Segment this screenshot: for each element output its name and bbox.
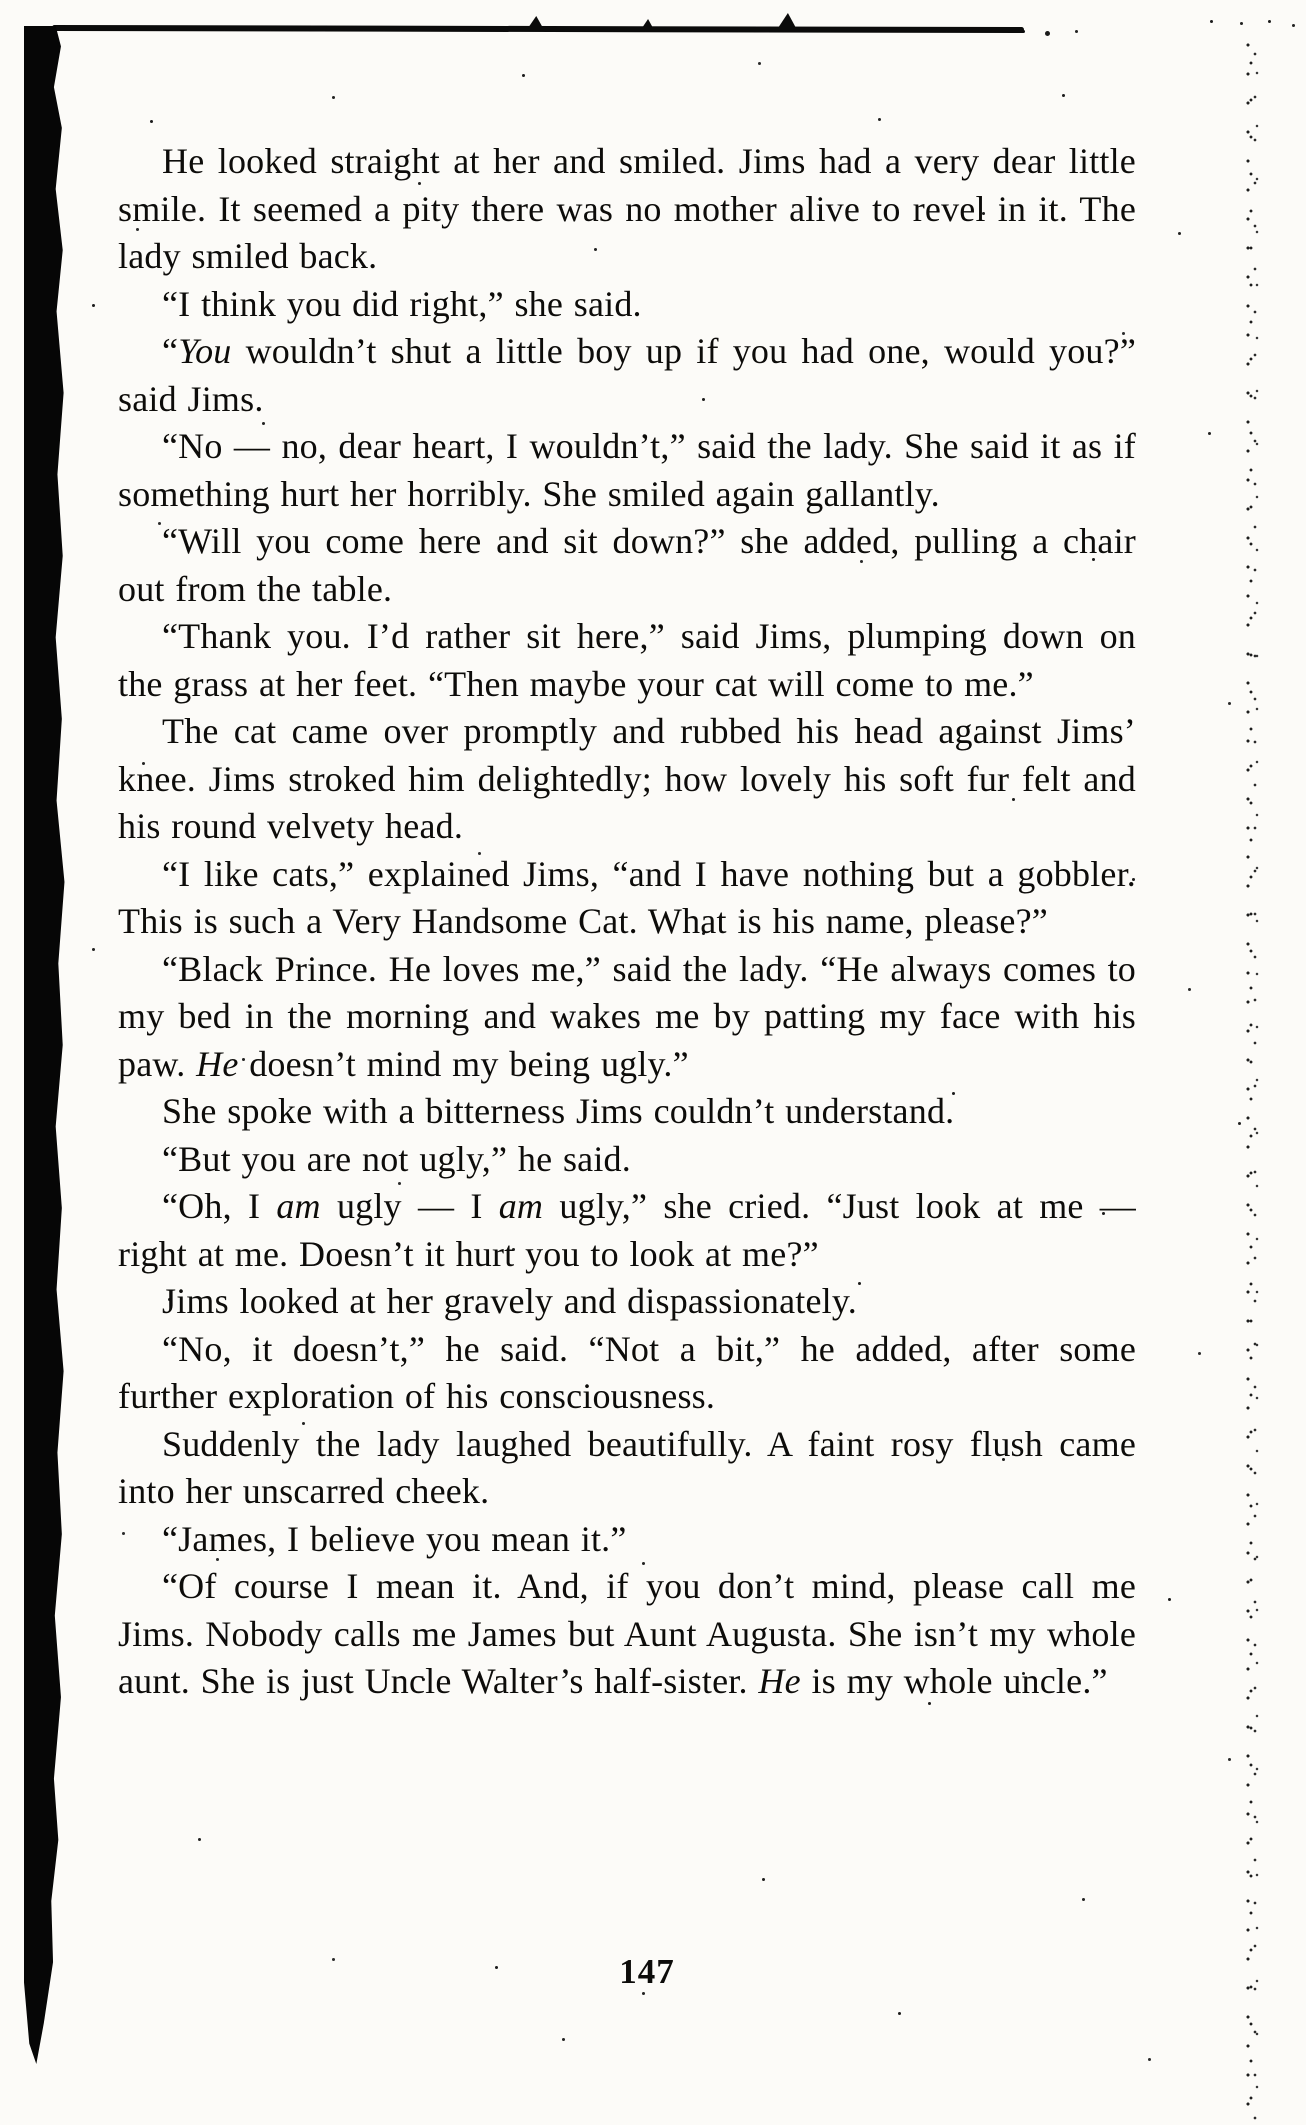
paragraph: She spoke with a bitterness Jims couldn’t understand. [162, 1091, 955, 1131]
paragraph: Jims looked at her gravely and dispassionately. [162, 1281, 857, 1321]
paragraph: “No — no, dear heart, I wouldn’t,” said the lady. She said it as if something hurt her horribly. She smiled again gallantly. [118, 426, 1136, 514]
paragraph: “I like cats,” explained Jims, “and I have nothing but a gobbler. This is such a Very Handsome Cat. What is his name, please?” [118, 853, 1136, 941]
paragraph: “Black Prince. He loves me,” said the lady. “He always comes to my bed in the morning and wakes me by patting my face with his paw. He doesn’t mind my being ugly.” [118, 948, 1136, 1084]
paragraph: “I think you did right,” she said. [162, 283, 642, 324]
paragraph: “Will you come here and sit down?” she added, pulling a chair out from the table. [118, 521, 1136, 609]
paragraph: Suddenly the lady laughed beautifully. A faint rosy flush came into her unscarred cheek. [118, 1423, 1136, 1511]
paragraph: He looked straight at her and smiled. Jims had a very dear little smile. It seemed a pity there was no mother alive to revel in it. The lady smiled back. [118, 141, 1136, 276]
paragraph: “James, I believe you mean it.” [162, 1518, 627, 1559]
page-number: 147 [619, 1952, 675, 1991]
paragraph: “Of course I mean it. And, if you don’t mind, please call me Jims. Nobody calls me James but Aunt Augusta. She isn’t my whole aunt. She is just Uncle Walter’s half-sister. He is my whole uncle.” [118, 1566, 1136, 1701]
scan-binding-shadow [24, 26, 68, 2064]
scan-top-edge-bump [778, 13, 796, 28]
paragraph: “Oh, I am ugly — I am ugly,” she cried. “Just look at me — right at me. Doesn’t it hurt you to look at me?” [118, 1186, 1136, 1274]
scan-top-edge-bump [528, 16, 543, 28]
paragraph: The cat came over promptly and rubbed his head against Jims’ knee. Jims stroked him delightedly; how lovely his soft fur felt and his round velvety head. [118, 711, 1136, 846]
scan-right-edge-specks [1244, 40, 1261, 2120]
text-block [118, 138, 1136, 1706]
paragraph: “Thank you. I’d rather sit here,” said Jims, plumping down on the grass at her feet. “Then maybe your cat will come to me.” [118, 616, 1136, 704]
scan-top-edge-bump [642, 19, 653, 28]
scan-noise-specks [0, 0, 3, 3]
paragraph: “But you are not ugly,” he said. [162, 1138, 631, 1179]
paragraph: “No, it doesn’t,” he said. “Not a bit,” he added, after some further exploration of his consciousness. [118, 1328, 1136, 1416]
paragraph: “You wouldn’t shut a little boy up if you had one, would you?” said Jims. [118, 331, 1136, 419]
